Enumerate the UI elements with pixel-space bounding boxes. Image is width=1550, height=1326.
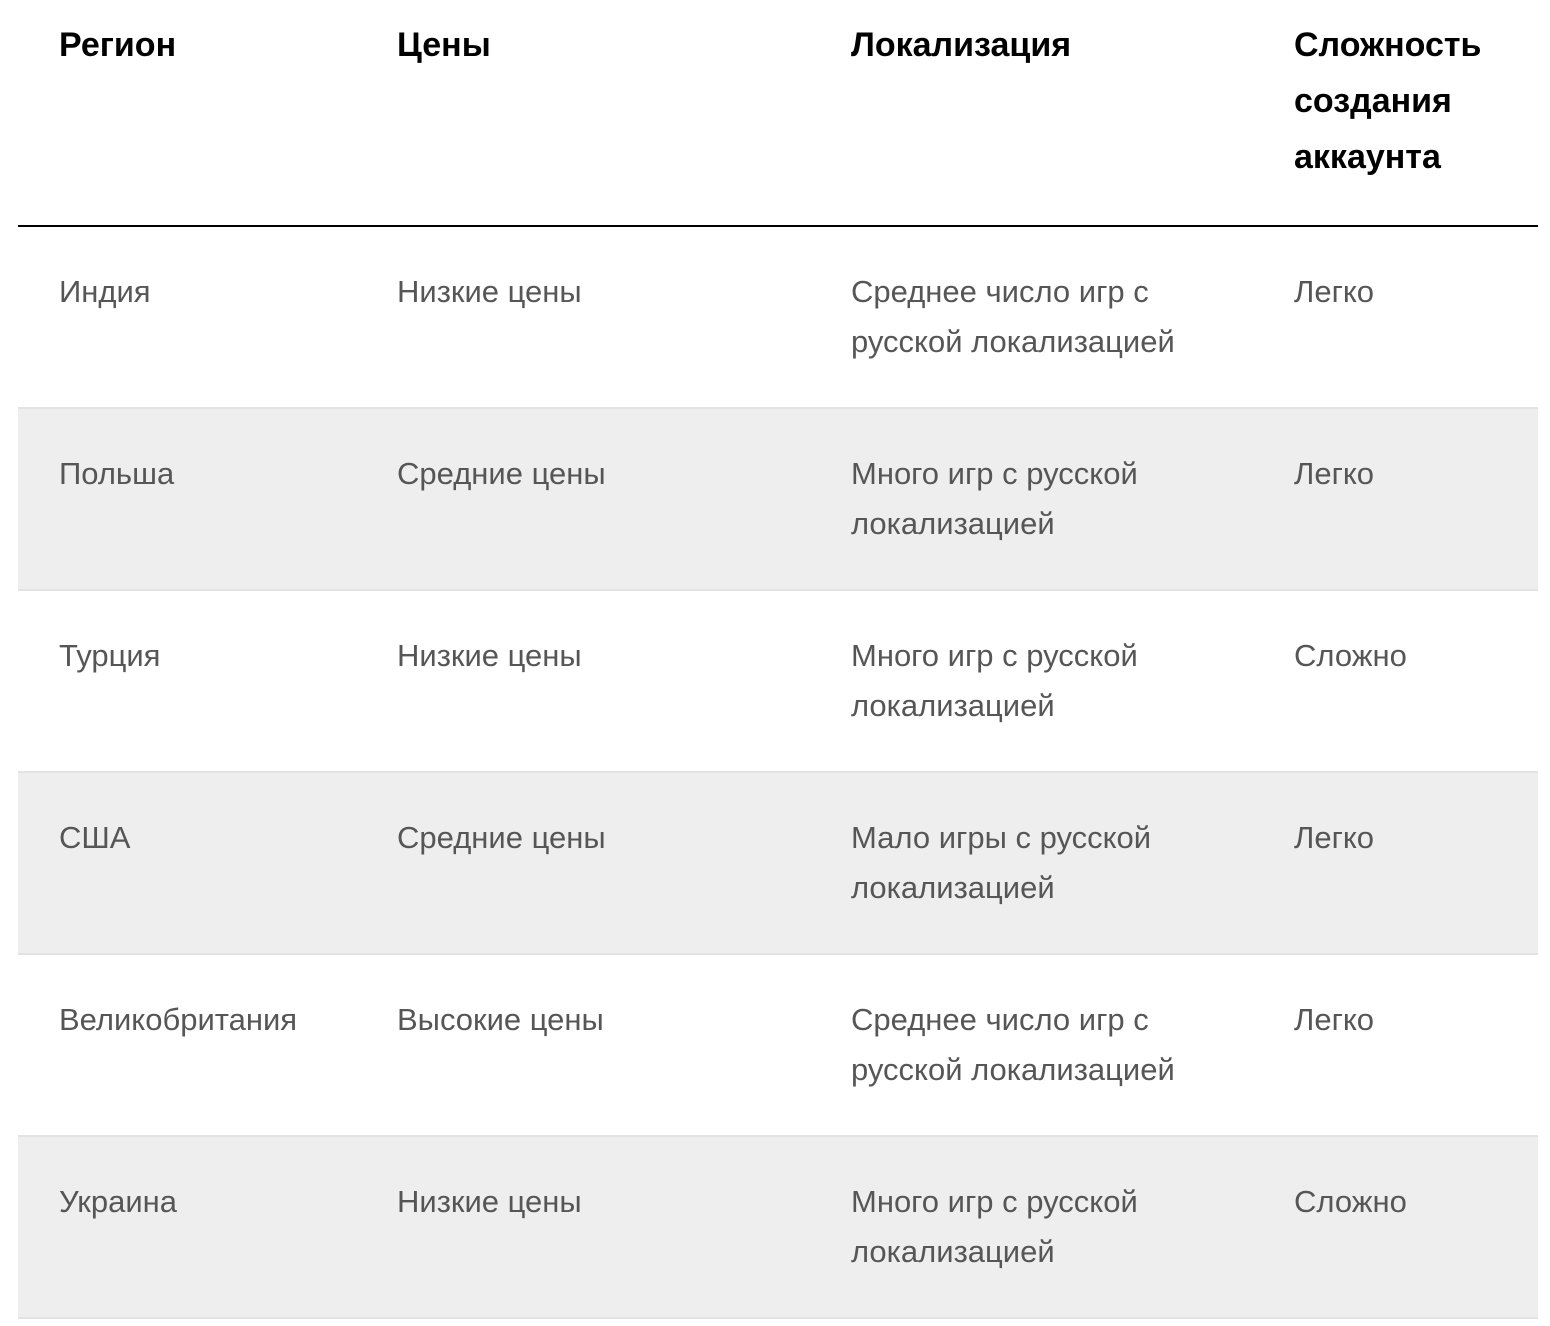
cell-prices: Низкие цены xyxy=(356,590,810,772)
cell-localization: Много игр с русской локализацией xyxy=(810,590,1254,772)
cell-account-difficulty: Сложно xyxy=(1254,590,1538,772)
cell-prices: Средние цены xyxy=(356,772,810,954)
header-localization: Локализация xyxy=(810,0,1254,226)
cell-prices: Низкие цены xyxy=(356,1136,810,1318)
cell-prices: Средние цены xyxy=(356,408,810,590)
cell-account-difficulty: Легко xyxy=(1254,408,1538,590)
cell-localization: Среднее число игр с русской локализацией xyxy=(810,954,1254,1136)
table-row xyxy=(18,1136,1538,1318)
cell-localization: Среднее число игр с русской локализацией xyxy=(810,226,1254,408)
cell-account-difficulty: Сложно xyxy=(1254,1136,1538,1318)
table-row xyxy=(18,590,1538,772)
table-header xyxy=(18,0,1538,226)
table-row xyxy=(18,772,1538,954)
cell-localization: Много игр с русской локализацией xyxy=(810,1136,1254,1318)
cell-region: Польша xyxy=(18,408,356,590)
header-region: Регион xyxy=(18,0,356,226)
cell-region: Турция xyxy=(18,590,356,772)
cell-account-difficulty: Легко xyxy=(1254,772,1538,954)
cell-localization: Мало игры с русской локализацией xyxy=(810,772,1254,954)
header-account-difficulty: Сложность создания аккаунта xyxy=(1254,0,1538,226)
cell-prices: Низкие цены xyxy=(356,226,810,408)
cell-region: Индия xyxy=(18,226,356,408)
table-row xyxy=(18,954,1538,1136)
table-body xyxy=(18,226,1538,1318)
table-row xyxy=(18,408,1538,590)
cell-region: Украина xyxy=(18,1136,356,1318)
cell-region: США xyxy=(18,772,356,954)
cell-region: Великобритания xyxy=(18,954,356,1136)
cell-prices: Высокие цены xyxy=(356,954,810,1136)
table-row xyxy=(18,226,1538,408)
cell-account-difficulty: Легко xyxy=(1254,954,1538,1136)
cell-account-difficulty: Легко xyxy=(1254,226,1538,408)
region-comparison-table-container xyxy=(18,0,1538,1319)
cell-localization: Много игр с русской локализацией xyxy=(810,408,1254,590)
header-prices: Цены xyxy=(356,0,810,226)
region-comparison-table xyxy=(18,0,1538,1319)
header-row xyxy=(18,0,1538,226)
